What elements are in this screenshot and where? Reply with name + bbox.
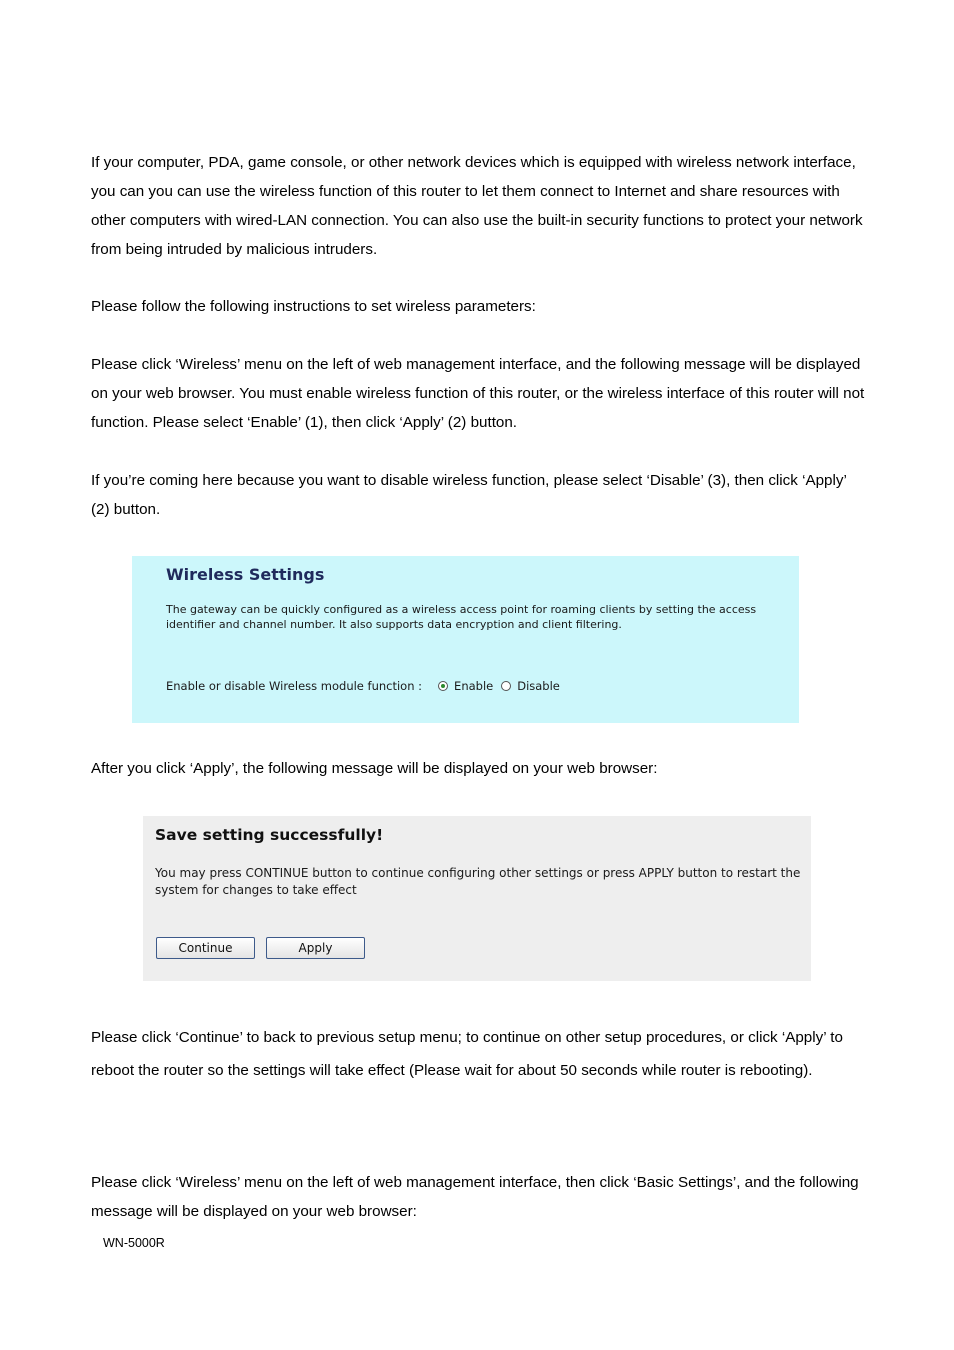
- after-apply-paragraph: After you click ‘Apply’, the following message will be displayed on your web browser:: [91, 760, 658, 777]
- enable-label: Enable: [454, 679, 494, 693]
- save-success-message: You may press CONTINUE button to continue configuring other settings or press APPLY button to restart the system for changes to take effect: [155, 866, 801, 897]
- disable-label: Disable: [517, 679, 560, 693]
- apply-button[interactable]: Apply: [266, 937, 365, 959]
- footer-model-name: WN-5000R: [103, 1236, 165, 1250]
- wireless-toggle-row: [166, 679, 568, 693]
- basic-settings-paragraph: Please click ‘Wireless’ menu on the left of web management interface, then click ‘Basic Settings’, and the following message will be displayed on your web browser:: [91, 1174, 859, 1220]
- continue-apply-paragraph: Please click ‘Continue’ to back to previous setup menu; to continue on other setup procedures, or click ‘Apply’ to reboot the router so the settings will take effect (Please wait for about 50 seconds while router is rebooting).: [91, 1029, 843, 1079]
- wireless-settings-title: Wireless Settings: [166, 565, 325, 584]
- enable-option[interactable]: [438, 679, 493, 693]
- enable-radio[interactable]: [438, 681, 448, 691]
- wireless-settings-description: The gateway can be quickly configured as a wireless access point for roaming clients by setting the access identifier and channel number. It also supports data encryption and client filtering.: [166, 603, 757, 631]
- intro-paragraph: If your computer, PDA, game console, or other network devices which is equipped with wireless network interface, you can you can use the wireless function of this router to let them connect to Internet and share resources with other computers with wired-LAN connection. You can also use the built-in security functions to protect your network from being intruded by malicious intruders.: [91, 154, 863, 258]
- save-success-title: Save setting successfully!: [155, 826, 384, 844]
- disable-instructions: If you’re coming here because you want to disable wireless function, please select ‘Disable’ (3), then click ‘Apply’ (2) button.: [91, 472, 847, 518]
- wireless-settings-screenshot: [132, 556, 799, 723]
- wireless-toggle-label: Enable or disable Wireless module function :: [166, 679, 423, 693]
- disable-radio[interactable]: [501, 681, 511, 691]
- disable-option[interactable]: [501, 679, 560, 693]
- instructions-intro: Please follow the following instructions to set wireless parameters:: [91, 298, 536, 315]
- enable-instructions: Please click ‘Wireless’ menu on the left of web management interface, and the following message will be displayed on your web browser. You must enable wireless function of this router, or the wireless interface of this router will not function. Please select ‘Enable’ (1), then click ‘Apply’ (2) button.: [91, 356, 865, 431]
- save-success-screenshot: [143, 816, 811, 981]
- continue-button[interactable]: Continue: [156, 937, 255, 959]
